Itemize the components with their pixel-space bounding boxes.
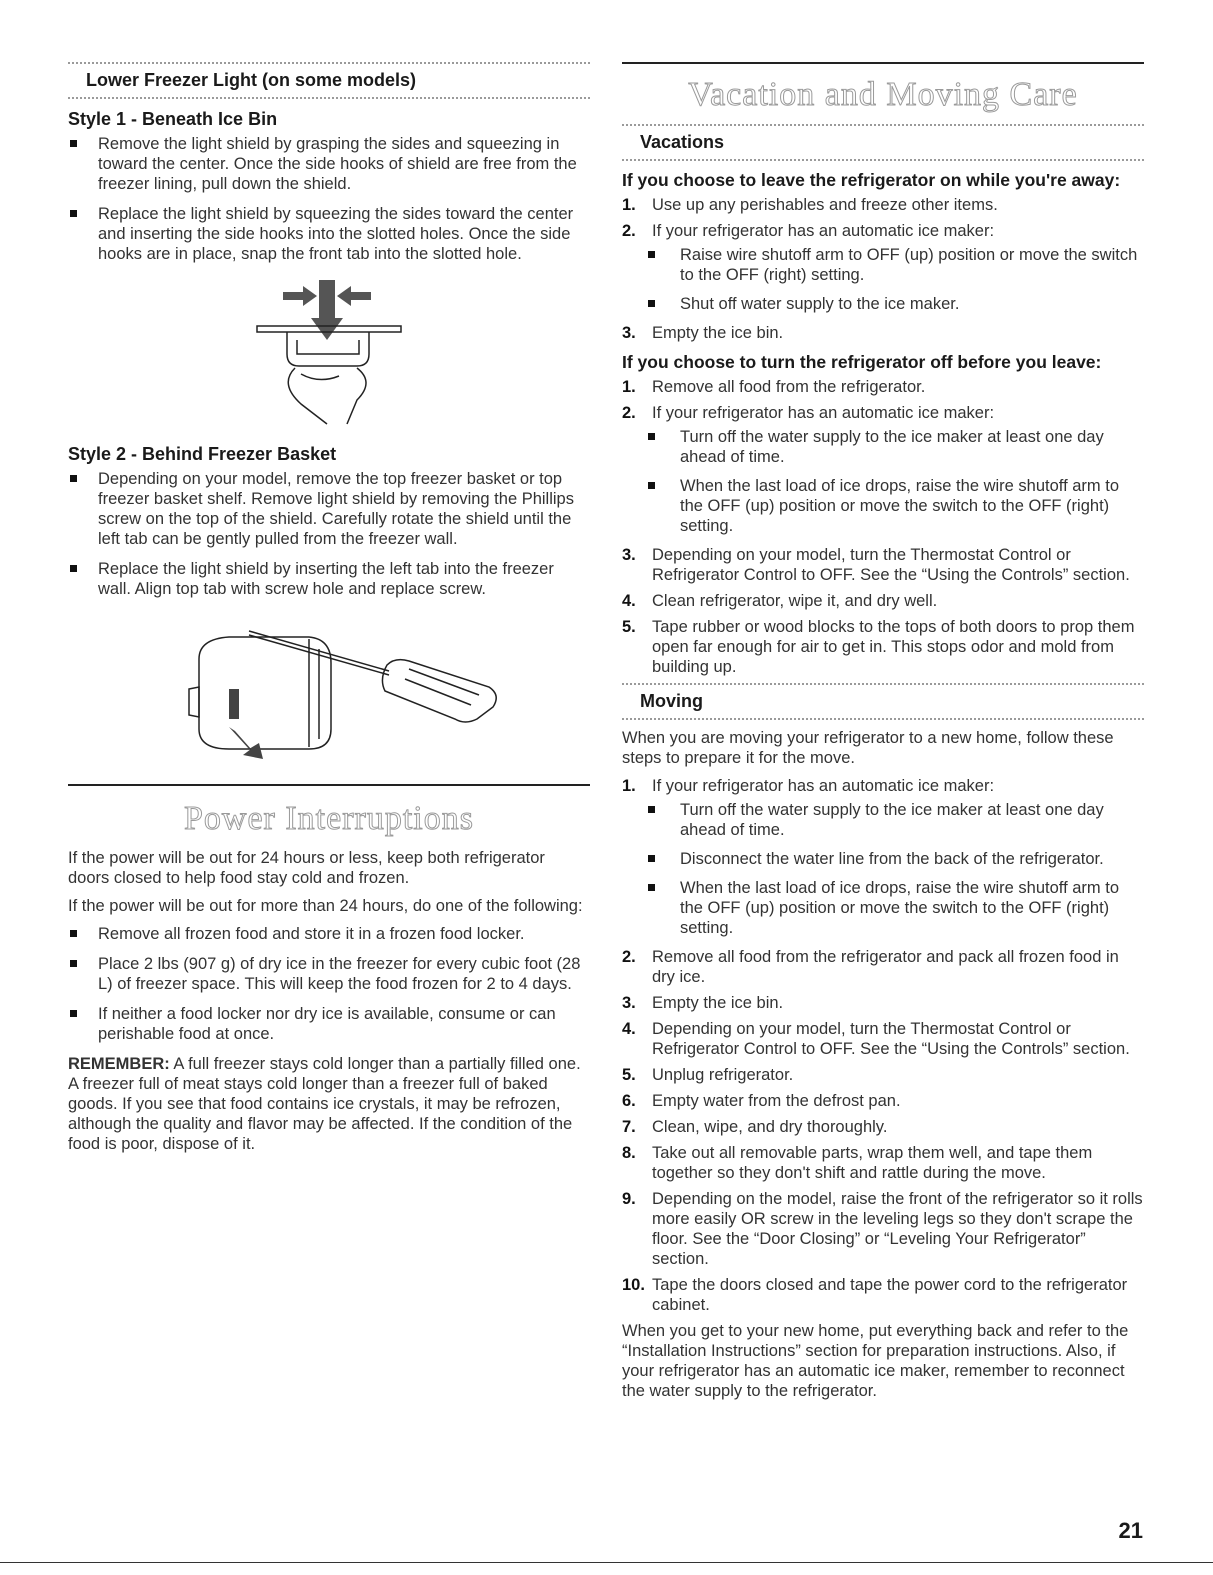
section-rule [68,784,590,786]
moving-outro: When you get to your new home, put everything back and refer to the “Installation Instructions” section for preparation instructions. Also, if your refrigerator has an automatic ice maker, remember to reconnect the water supply to the refrigerator. [622,1322,1129,1400]
step-item: 1. If your refrigerator has an automatic ice maker: Turn off the water supply to the ice maker at least one day ahead of time. Disconnect the water line from the back of the refrigerator. When the last load of ice drops, raise the wire shutoff arm to the OFF (up) position or move the switch to the OFF (right) setting. [622,776,1144,938]
power-list [68,924,590,1044]
sub-list [622,800,1144,938]
step-item: 4. Depending on your model, turn the Thermostat Control or Refrigerator Control to OFF. See the “Using the Controls” section. [622,1020,1130,1058]
sub-list [622,245,1144,314]
list-item: Replace the light shield by squeezing the sides toward the center and inserting the side hooks into the slotted holes. Once the side hooks are in place, snap the front tab into the slotted hole. [68,204,590,264]
leave-on-heading: If you choose to leave the refrigerator on while you're away: [622,170,1121,190]
section-rule [68,97,590,99]
list-item: If neither a food locker nor dry ice is available, consume or can perishable food at once. [68,1004,590,1044]
step-item: 2. If your refrigerator has an automatic ice maker: Turn off the water supply to the ice maker at least one day ahead of time. When the last load of ice drops, raise the wire shutoff arm to the OFF (up) position or move the switch to the OFF (right) setting. [622,403,1144,536]
vacations-heading: Vacations [640,132,725,152]
power-interruptions-title: Power Interruptions [183,800,474,837]
leave-on-steps [622,195,1144,343]
step-item: 8. Take out all removable parts, wrap them well, and tape them together so they don't shift and rattle during the move. [622,1144,1093,1182]
sub-item: Disconnect the water line from the back of the refrigerator. [622,849,1144,869]
lower-freezer-light-heading: Lower Freezer Light (on some models) [86,70,417,90]
step-item: 5. Unplug refrigerator. [622,1066,794,1084]
light-shield-illustration [239,274,419,434]
turn-off-heading: If you choose to turn the refrigerator off before you leave: [622,352,1102,372]
step-item: 3. Empty the ice bin. [622,324,784,342]
moving-heading: Moving [640,691,703,711]
remember-label: REMEMBER: [68,1055,170,1073]
remember-note [68,1054,590,1154]
list-item: Remove the light shield by grasping the sides and squeezing in toward the center. Once the side hooks of shield are free from the freezer lining, pull down the shield. [68,134,590,194]
step-item: 7. Clean, wipe, and dry thoroughly. [622,1118,888,1136]
bottom-rule [0,1562,1213,1563]
sub-item: Raise wire shutoff arm to OFF (up) position or move the switch to the OFF (right) setting. [622,245,1144,285]
step-item: 1. Use up any perishables and freeze other items. [622,196,998,214]
sub-item: When the last load of ice drops, raise the wire shutoff arm to the OFF (up) position or move the switch to the OFF (right) setting. [622,878,1144,938]
step-item: 9. Depending on the model, raise the front of the refrigerator so it rolls more easily OR screw in the leveling legs so they don't scrape the floor. See the “Door Closing” or “Leveling Your Refrigerator” section. [622,1190,1143,1268]
style1-heading: Style 1 - Beneath Ice Bin [68,109,278,129]
step-item: 10. Tape the doors closed and tape the power cord to the refrigerator cabinet. [622,1276,1128,1314]
step-item: 6. Empty water from the defrost pan. [622,1092,901,1110]
moving-steps [622,776,1144,1315]
style2-list [68,469,590,599]
step-item: 2. Remove all food from the refrigerator and pack all frozen food in dry ice. [622,948,1119,986]
step-item: 1. Remove all food from the refrigerator. [622,378,926,396]
step-item: 4. Clean refrigerator, wipe it, and dry well. [622,592,938,610]
section-rule [622,159,1144,161]
power-paragraph-2: If the power will be out for more than 24 hours, do one of the following: [68,897,583,915]
step-item: 3. Depending on your model, turn the Thermostat Control or Refrigerator Control to OFF. See the “Using the Controls” section. [622,546,1130,584]
moving-intro: When you are moving your refrigerator to a new home, follow these steps to prepare it for the move. [622,729,1114,767]
list-item: Remove all frozen food and store it in a frozen food locker. [68,924,590,944]
list-item: Depending on your model, remove the top freezer basket or top freezer basket shelf. Remove light shield by removing the Phillips screw on the top of the shield. Carefully rotate the shield until the left tab can be gently pulled from the freezer wall. [68,469,590,549]
screwdriver-illustration [159,609,499,774]
step-item: 3. Empty the ice bin. [622,994,784,1012]
step-item: 2. If your refrigerator has an automatic ice maker: Raise wire shutoff arm to OFF (up) position or move the switch to the OFF (right) setting. Shut off water supply to the ice maker. [622,221,1144,314]
sub-list [622,427,1144,536]
list-item: Replace the light shield by inserting the left tab into the freezer wall. Align top tab with screw hole and replace screw. [68,559,590,599]
style1-list [68,134,590,264]
power-paragraph-1: If the power will be out for 24 hours or less, keep both refrigerator doors closed to help food stay cold and frozen. [68,849,545,887]
sub-item: Turn off the water supply to the ice maker at least one day ahead of time. [622,427,1144,467]
sub-item: When the last load of ice drops, raise the wire shutoff arm to the OFF (up) position or move the switch to the OFF (right) setting. [622,476,1144,536]
page-number: 21 [1118,1518,1143,1543]
step-item: 5. Tape rubber or wood blocks to the tops of both doors to prop them open far enough for air to get in. This stops odor and mold from building up. [622,618,1135,676]
turn-off-steps [622,377,1144,677]
sub-item: Turn off the water supply to the ice maker at least one day ahead of time. [622,800,1144,840]
sub-item: Shut off water supply to the ice maker. [622,294,1144,314]
list-item: Place 2 lbs (907 g) of dry ice in the freezer for every cubic foot (28 L) of freezer space. This will keep the food frozen for 2 to 4 days. [68,954,590,994]
style2-heading: Style 2 - Behind Freezer Basket [68,444,337,464]
remember-text: A full freezer stays cold longer than a partially filled one. A freezer full of meat stays cold longer than a freezer full of baked goods. If you see that food contains ice crystals, it may be refrozen, although the quality and flavor may be affected. If the condition of the food is poor, dispose of it. [68,1055,581,1153]
section-rule [622,62,1144,64]
vacation-moving-title: Vacation and Moving Care [688,76,1078,113]
left-column [68,62,590,1162]
section-rule [622,718,1144,720]
right-column [622,62,1144,1409]
